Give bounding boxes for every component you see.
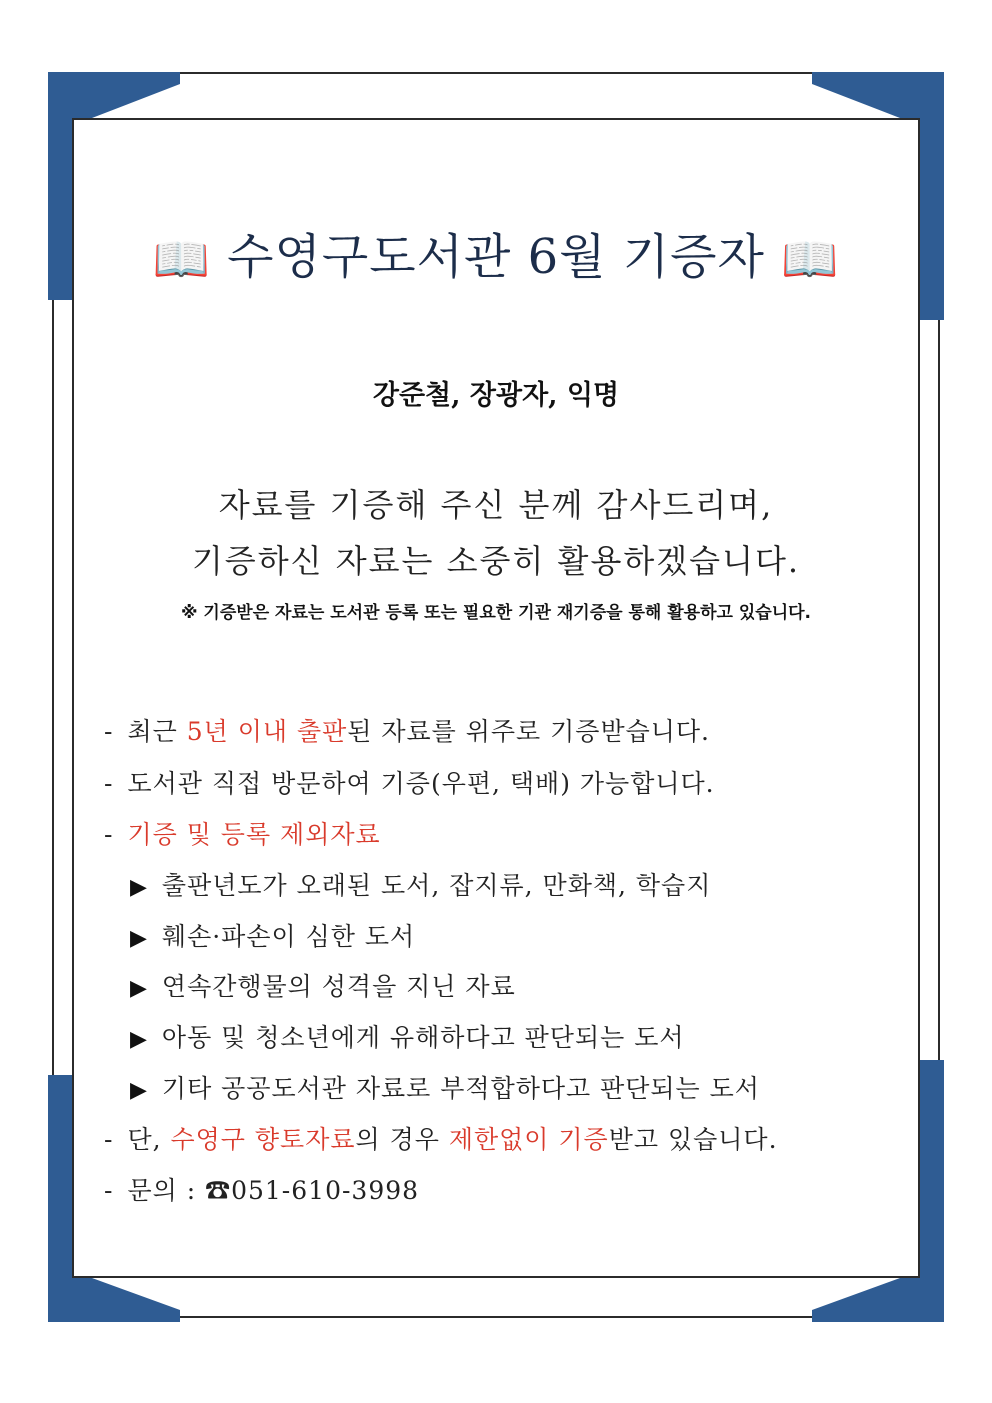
- excluded-item: ▶ 기타 공공도서관 자료로 부적합하다고 판단되는 도서: [130, 1074, 760, 1103]
- phone-number: 051-610-3998: [231, 1176, 420, 1205]
- list-item-visit: - 도서관 직접 방문하여 기증(우편, 택배) 가능합니다.: [104, 769, 715, 798]
- phone-icon: ☎: [205, 1176, 232, 1205]
- donor-names: 강준철, 장광자, 익명: [372, 380, 620, 411]
- usage-note: ※ 기증받은 자료는 도서관 등록 또는 필요한 기관 재기증을 통해 활용하고 있습니다.: [180, 603, 811, 623]
- open-book-icon: 📖: [152, 232, 211, 286]
- triangle-right-icon: ▶: [130, 926, 148, 951]
- triangle-right-icon: ▶: [130, 976, 148, 1001]
- excluded-item: ▶ 연속간행물의 성격을 지닌 자료: [130, 972, 516, 1001]
- list-item-recent: - 최근 5년 이내 출판된 자료를 위주로 기증받습니다.: [104, 717, 711, 746]
- list-item-excluded-header: - 기증 및 등록 제외자료: [104, 820, 381, 849]
- excluded-item: ▶ 훼손·파손이 심한 도서: [130, 922, 416, 951]
- excluded-item: ▶ 아동 및 청소년에게 유해하다고 판단되는 도서: [130, 1023, 685, 1052]
- triangle-right-icon: ▶: [130, 1027, 148, 1052]
- thanks-line-1: 자료를 기증해 주신 분께 감사드리며,: [218, 486, 774, 524]
- triangle-right-icon: ▶: [130, 875, 148, 900]
- open-book-icon: 📖: [781, 232, 840, 286]
- list-item-contact: - 문의 : ☎051-610-3998: [104, 1176, 420, 1205]
- page-title: [0, 218, 992, 287]
- title-text: 수영구도서관 6월 기증자: [227, 229, 765, 285]
- thanks-line-2: 기증하신 자료는 소중히 활용하겠습니다.: [191, 542, 801, 580]
- list-item-local-materials: - 단, 수영구 향토자료의 경우 제한없이 기증받고 있습니다.: [104, 1125, 778, 1154]
- triangle-right-icon: ▶: [130, 1078, 148, 1103]
- excluded-item: ▶ 출판년도가 오래된 도서, 잡지류, 만화책, 학습지: [130, 871, 712, 900]
